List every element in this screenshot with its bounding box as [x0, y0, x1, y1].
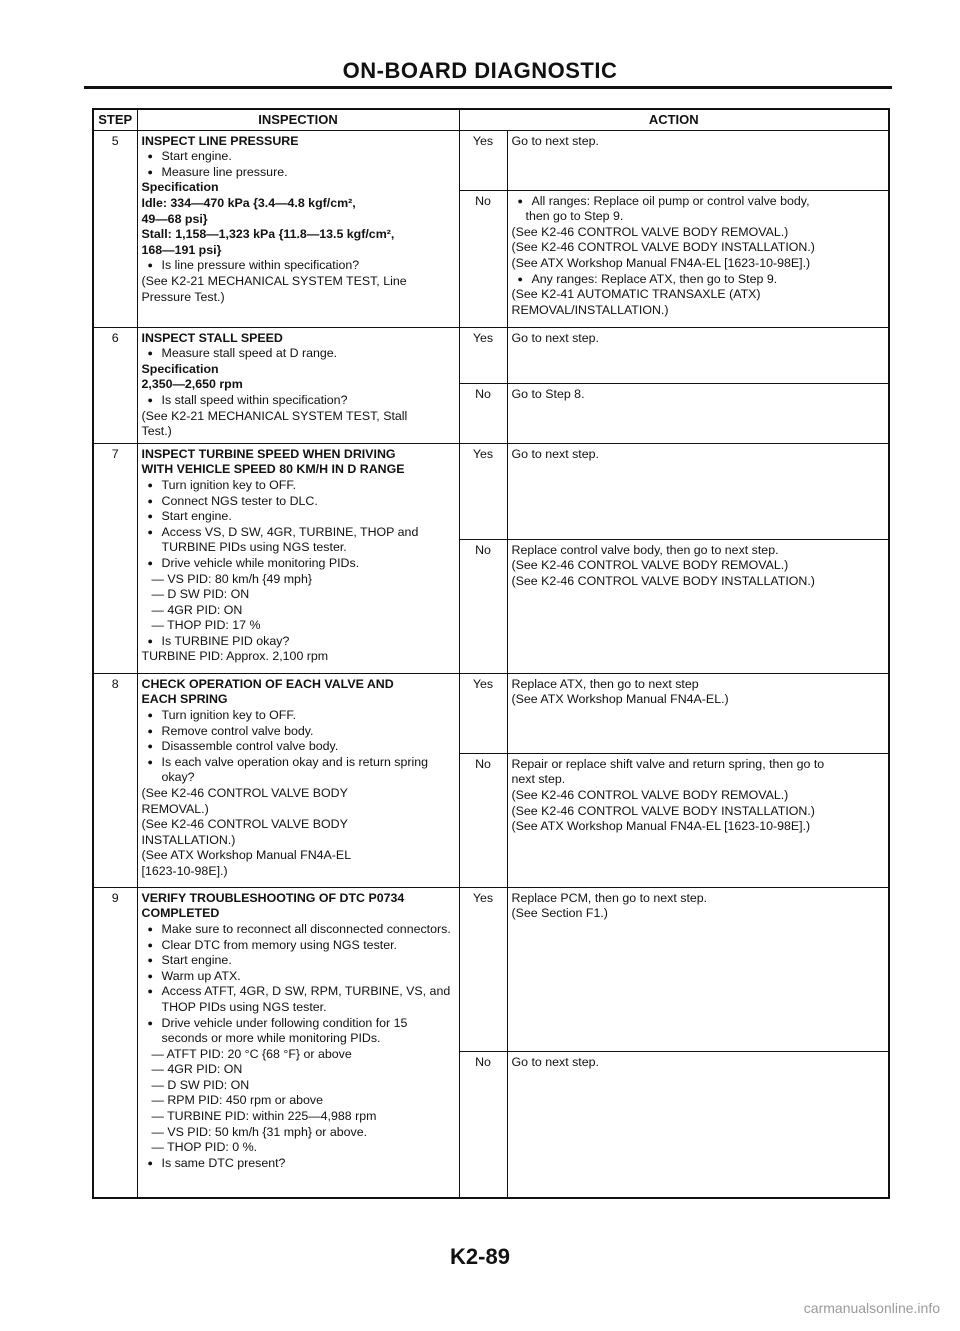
inspection-heading: Stall: 1,158—1,323 kPa {11.8—13.5 kgf/cm²,: [141, 227, 395, 242]
inspection-pid-condition: — 4GR PID: ON: [151, 602, 243, 617]
inspection-bullet: ● Warm up ATX.: [142, 969, 455, 985]
yes-action-text: Go to next step.: [511, 133, 599, 148]
inspection-heading: VERIFY TROUBLESHOOTING OF DTC P0734: [141, 890, 405, 905]
no-label: No: [459, 1051, 507, 1198]
no-action-text: (See K2-46 CONTROL VALVE BODY REMOVAL.): [511, 787, 789, 802]
watermark: carmanualsonline.info: [803, 1300, 940, 1316]
inspection-pid-condition: — THOP PID: 17 %: [151, 618, 261, 633]
page-title: ON-BOARD DIAGNOSTIC: [342, 58, 618, 83]
yes-action-cell: [507, 130, 889, 190]
inspection-bullet: ● Is TURBINE PID okay?: [142, 634, 455, 650]
step-row: [93, 887, 889, 1051]
inspection-bullet: ● Start engine.: [142, 953, 455, 969]
no-action-text: (See K2-46 CONTROL VALVE BODY REMOVAL.): [511, 558, 789, 573]
inspection-bullet: ● Measure stall speed at D range.: [142, 346, 455, 362]
inspection-heading: 2,350—2,650 rpm: [141, 377, 243, 392]
no-action-cell: [507, 1051, 889, 1198]
step-number: 8: [93, 673, 137, 887]
inspection-heading: COMPLETED: [141, 906, 220, 921]
inspection-cell: [137, 130, 459, 327]
inspection-text: Pressure Test.): [141, 289, 225, 304]
no-action-text: (See K2-41 AUTOMATIC TRANSAXLE (ATX): [511, 287, 761, 302]
inspection-pid-condition: — TURBINE PID: within 225—4,988 rpm: [151, 1109, 377, 1124]
yes-label: Yes: [459, 887, 507, 1051]
inspection-pid-condition: — D SW PID: ON: [151, 587, 250, 602]
no-action-bullet: ● All ranges: Replace oil pump or control valve body,: [512, 194, 885, 210]
no-action-cell: [507, 383, 889, 443]
inspection-bullet: ● Is same DTC present?: [142, 1156, 455, 1172]
inspection-pid-condition: — 4GR PID: ON: [151, 1062, 243, 1077]
no-action-text: (See K2-46 CONTROL VALVE BODY REMOVAL.): [511, 224, 789, 239]
yes-action-cell: [507, 673, 889, 753]
inspection-text: TURBINE PID: Approx. 2,100 rpm: [141, 649, 329, 664]
table-header-row: [93, 109, 889, 130]
step-row: [93, 130, 889, 190]
yes-action-text: Replace PCM, then go to next step.: [511, 890, 708, 905]
inspection-heading: Idle: 334—470 kPa {3.4—4.8 kgf/cm²,: [141, 195, 356, 210]
inspection-heading: CHECK OPERATION OF EACH VALVE AND: [141, 676, 394, 691]
yes-action-text: (See Section F1.): [511, 906, 608, 921]
inspection-bullet: ● Remove control valve body.: [142, 724, 455, 740]
yes-action-cell: [507, 887, 889, 1051]
step-number: 7: [93, 443, 137, 673]
inspection-heading: INSPECT TURBINE SPEED WHEN DRIVING: [141, 446, 396, 461]
inspection-text: REMOVAL.): [141, 801, 209, 816]
no-action-text: Go to Step 8.: [511, 386, 585, 401]
step-number: 6: [93, 327, 137, 443]
no-action-text: then go to Step 9.: [525, 209, 624, 224]
no-action-text: (See ATX Workshop Manual FN4A-EL [1623-10-98E].): [511, 255, 811, 270]
header-action: ACTION: [459, 109, 889, 130]
inspection-heading: INSPECT STALL SPEED: [141, 330, 283, 345]
no-action-text: (See ATX Workshop Manual FN4A-EL [1623-10-98E].): [511, 819, 811, 834]
step-row: [93, 327, 889, 383]
title-divider: [84, 86, 892, 89]
no-action-bullet: ● Any ranges: Replace ATX, then go to Step 9.: [512, 272, 885, 288]
step-number: 9: [93, 887, 137, 1198]
inspection-bullet: ● Start engine.: [142, 149, 455, 165]
no-action-text: (See K2-46 CONTROL VALVE BODY INSTALLATION.): [511, 573, 815, 588]
yes-label: Yes: [459, 673, 507, 753]
inspection-bullet: ● Access ATFT, 4GR, D SW, RPM, TURBINE, VS, and THOP PIDs using NGS tester.: [142, 984, 455, 1015]
inspection-text: (See ATX Workshop Manual FN4A-EL: [141, 848, 352, 863]
inspection-pid-condition: — RPM PID: 450 rpm or above: [151, 1093, 323, 1108]
inspection-bullet: ● Clear DTC from memory using NGS tester.: [142, 938, 455, 954]
inspection-heading: INSPECT LINE PRESSURE: [141, 133, 299, 148]
no-label: No: [459, 383, 507, 443]
yes-label: Yes: [459, 130, 507, 190]
no-action-cell: [507, 753, 889, 887]
inspection-text: (See K2-46 CONTROL VALVE BODY: [141, 817, 348, 832]
inspection-heading: 49—68 psi}: [141, 211, 208, 226]
step-number: 5: [93, 130, 137, 327]
no-action-cell: [507, 539, 889, 673]
yes-action-cell: [507, 443, 889, 539]
no-label: No: [459, 190, 507, 327]
inspection-bullet: ● Is each valve operation okay and is return spring okay?: [142, 755, 455, 786]
no-action-text: REMOVAL/INSTALLATION.): [511, 302, 669, 317]
inspection-heading: Specification: [141, 180, 219, 195]
yes-label: Yes: [459, 443, 507, 539]
inspection-bullet: ● Turn ignition key to OFF.: [142, 478, 455, 494]
page-number: K2-89: [450, 1244, 510, 1269]
inspection-text: [1623-10-98E].): [141, 863, 228, 878]
inspection-cell: [137, 673, 459, 887]
no-label: No: [459, 539, 507, 673]
inspection-pid-condition: — THOP PID: 0 %.: [151, 1140, 258, 1155]
inspection-bullet: ● Drive vehicle while monitoring PIDs.: [142, 556, 455, 572]
inspection-heading: EACH SPRING: [141, 692, 228, 707]
no-action-text: (See K2-46 CONTROL VALVE BODY INSTALLATION.): [511, 803, 815, 818]
header-step: STEP: [93, 109, 137, 130]
inspection-text: (See K2-46 CONTROL VALVE BODY: [141, 785, 348, 800]
inspection-heading: 168—191 psi}: [141, 242, 222, 257]
yes-action-text: Go to next step.: [511, 330, 599, 345]
diagnostic-table: [92, 108, 890, 1199]
inspection-bullet: ● Measure line pressure.: [142, 165, 455, 181]
inspection-text: (See K2-21 MECHANICAL SYSTEM TEST, Stall: [141, 408, 408, 423]
inspection-bullet: ● Turn ignition key to OFF.: [142, 708, 455, 724]
inspection-bullet: ● Drive vehicle under following condition for 15 seconds or more while monitoring PIDs.: [142, 1016, 455, 1047]
inspection-pid-condition: — VS PID: 80 km/h {49 mph}: [151, 571, 312, 586]
no-action-cell: [507, 190, 889, 327]
no-action-text: Go to next step.: [511, 1054, 599, 1069]
no-action-text: (See K2-46 CONTROL VALVE BODY INSTALLATION.): [511, 240, 815, 255]
yes-action-text: Replace ATX, then go to next step: [511, 676, 699, 691]
no-action-text: Replace control valve body, then go to next step.: [511, 542, 779, 557]
inspection-cell: [137, 327, 459, 443]
inspection-bullet: ● Is stall speed within specification?: [142, 393, 455, 409]
inspection-bullet: ● Is line pressure within specification?: [142, 258, 455, 274]
step-row: [93, 673, 889, 753]
inspection-text: (See K2-21 MECHANICAL SYSTEM TEST, Line: [141, 273, 407, 288]
yes-action-cell: [507, 327, 889, 383]
yes-label: Yes: [459, 327, 507, 383]
no-action-text: next step.: [511, 772, 566, 787]
inspection-pid-condition: — ATFT PID: 20 °C {68 °F} or above: [151, 1046, 352, 1061]
inspection-pid-condition: — D SW PID: ON: [151, 1077, 250, 1092]
inspection-pid-condition: — VS PID: 50 km/h {31 mph} or above.: [151, 1124, 368, 1139]
inspection-text: INSTALLATION.): [141, 832, 236, 847]
inspection-bullet: ● Start engine.: [142, 509, 455, 525]
inspection-bullet: ● Access VS, D SW, 4GR, TURBINE, THOP and TURBINE PIDs using NGS tester.: [142, 525, 455, 556]
inspection-bullet: ● Make sure to reconnect all disconnected connectors.: [142, 922, 455, 938]
no-label: No: [459, 753, 507, 887]
yes-action-text: Go to next step.: [511, 446, 599, 461]
header-inspection: INSPECTION: [137, 109, 459, 130]
yes-action-text: (See ATX Workshop Manual FN4A-EL.): [511, 692, 729, 707]
inspection-bullet: ● Disassemble control valve body.: [142, 739, 455, 755]
inspection-heading: Specification: [141, 361, 219, 376]
inspection-text: Test.): [141, 424, 172, 439]
inspection-heading: WITH VEHICLE SPEED 80 KM/H IN D RANGE: [141, 462, 405, 477]
no-action-text: Repair or replace shift valve and return spring, then go to: [511, 756, 825, 771]
inspection-bullet: ● Connect NGS tester to DLC.: [142, 494, 455, 510]
inspection-cell: [137, 887, 459, 1198]
step-row: [93, 443, 889, 539]
inspection-cell: [137, 443, 459, 673]
